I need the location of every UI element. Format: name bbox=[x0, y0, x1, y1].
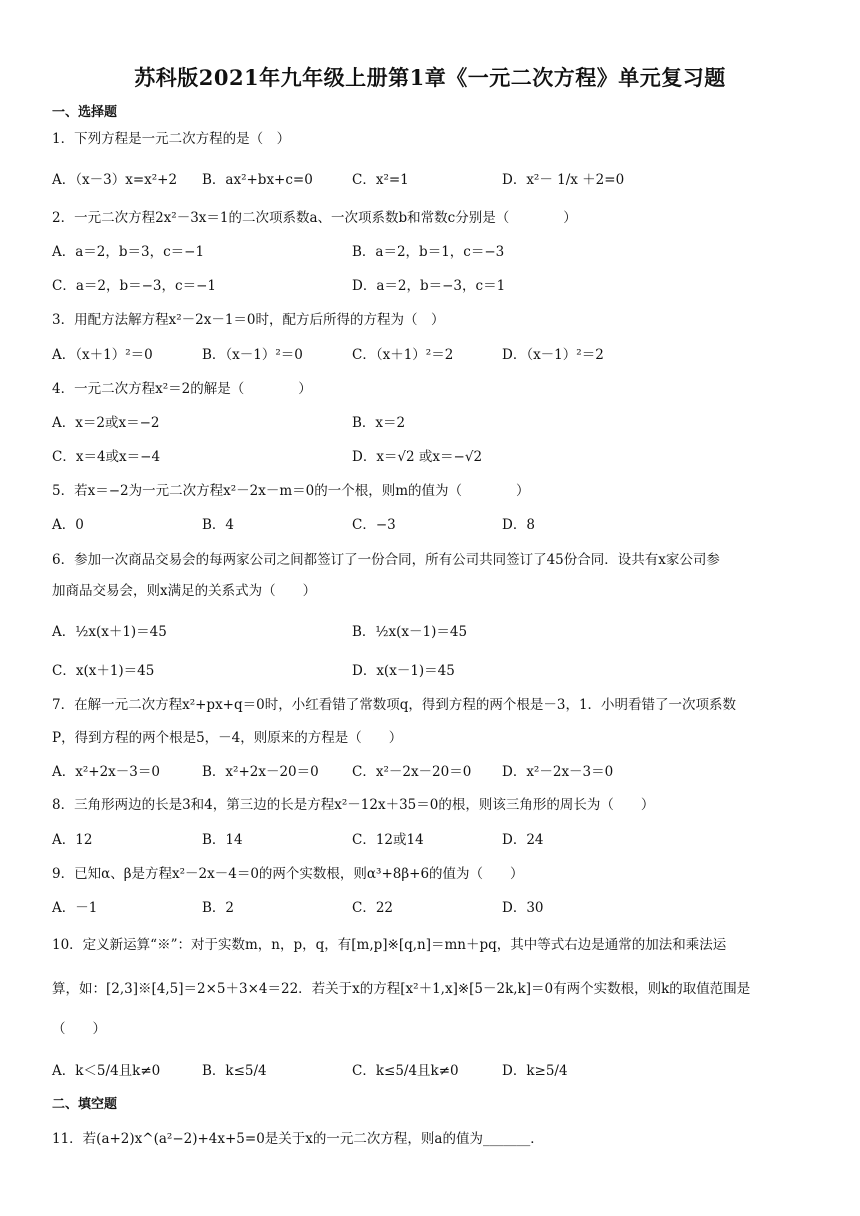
q6-option-c: C．x(x＋1)＝45 bbox=[52, 663, 155, 679]
section-fill: 二、填空题 bbox=[52, 1097, 118, 1112]
q5-option-c: C．−3 bbox=[352, 517, 396, 533]
section-choice: 一、选择题 bbox=[52, 105, 118, 120]
q9-option-d: D．30 bbox=[502, 900, 544, 916]
q5-option-d: D．8 bbox=[502, 517, 535, 533]
q4-option-a: A．x＝2或x＝−2 bbox=[52, 415, 160, 431]
q9-option-c: C．22 bbox=[352, 900, 394, 916]
q3-stem: 3．用配方法解方程x²－2x－1＝0时，配方后所得的方程为（ ） bbox=[52, 312, 445, 328]
q10-stem: 10．定义新运算“※”：对于实数m，n，p，q，有[m,p]※[q,n]＝mn＋pq，其中等式右边是通常的加法和乘法运 bbox=[52, 937, 727, 953]
q8-option-d: D．24 bbox=[502, 832, 544, 848]
q2-option-a: A．a＝2，b＝3，c＝−1 bbox=[52, 244, 205, 260]
q2-option-d: D．a＝2，b＝−3，c＝1 bbox=[352, 278, 506, 294]
q1-stem: 1．下列方程是一元二次方程的是（ ） bbox=[52, 131, 291, 147]
q6-option-b: B．½x(x－1)＝45 bbox=[352, 624, 468, 640]
q4-option-c: C．x＝4或x＝−4 bbox=[52, 449, 161, 465]
q7-option-a: A．x²+2x－3＝0 bbox=[52, 764, 160, 780]
q4-stem: 4．一元二次方程x²＝2的解是（ ） bbox=[52, 381, 312, 397]
q10-option-b: B．k≤5/4 bbox=[202, 1063, 267, 1079]
q5-stem: 5．若x＝−2为一元二次方程x²－2x－m＝0的一个根，则m的值为（ ） bbox=[52, 483, 530, 499]
q7-stem-cont: P，得到方程的两个根是5，－4，则原来的方程是（ ） bbox=[52, 730, 403, 746]
q10-option-c: C．k≤5/4且k≠0 bbox=[352, 1063, 459, 1079]
q7-option-c: C．x²－2x－20＝0 bbox=[352, 764, 472, 780]
q9-option-b: B．2 bbox=[202, 900, 235, 916]
q10-stem-paren: （ ） bbox=[52, 1021, 106, 1037]
q8-option-b: B．14 bbox=[202, 832, 243, 848]
q6-stem: 6．参加一次商品交易会的每两家公司之间都签订了一份合同，所有公司共同签订了45份合同．设共有x家公司参 bbox=[52, 552, 720, 568]
q7-option-b: B．x²+2x－20＝0 bbox=[202, 764, 319, 780]
q3-option-b: B．（x－1）²＝0 bbox=[202, 347, 303, 363]
q4-option-d: D．x＝√2 或x＝−√2 bbox=[352, 449, 483, 465]
q2-option-b: B．a＝2，b＝1，c＝−3 bbox=[352, 244, 505, 260]
q5-option-a: A．0 bbox=[52, 517, 84, 533]
q8-option-a: A．12 bbox=[52, 832, 93, 848]
q10-stem-cont: 算，如：[2,3]※[4,5]＝2×5＋3×4＝22．若关于x的方程[x²＋1,x]※[5－2k,k]＝0有两个实数根，则k的取值范围是 bbox=[52, 981, 751, 997]
q1-option-d: D．x²－ 1/x ＋2=0 bbox=[502, 172, 625, 188]
q3-option-a: A．（x＋1）²＝0 bbox=[52, 347, 153, 363]
q1-option-a: A．（x－3）x=x²+2 bbox=[52, 172, 178, 188]
q8-stem: 8．三角形两边的长是3和4，第三边的长是方程x²－12x＋35＝0的根，则该三角形的周长为（ ） bbox=[52, 797, 655, 813]
q10-option-a: A．k＜5/4且k≠0 bbox=[52, 1063, 161, 1079]
q3-option-d: D．（x－1）²＝2 bbox=[502, 347, 604, 363]
q4-option-b: B．x＝2 bbox=[352, 415, 406, 431]
q6-option-d: D．x(x－1)＝45 bbox=[352, 663, 455, 679]
q7-option-d: D．x²－2x－3＝0 bbox=[502, 764, 614, 780]
q6-stem-cont: 加商品交易会，则x满足的关系式为（ ） bbox=[52, 583, 317, 599]
q9-stem: 9．已知α、β是方程x²－2x－4＝0的两个实数根，则α³+8β+6的值为（ ） bbox=[52, 866, 524, 882]
q3-option-c: C．（x＋1）²＝2 bbox=[352, 347, 454, 363]
q2-option-c: C．a＝2，b＝−3，c＝−1 bbox=[52, 278, 216, 294]
q11-stem: 11．若(a+2)x^(a²−2)+4x+5=0是关于x的一元二次方程，则a的值为_______． bbox=[52, 1131, 544, 1147]
q7-stem: 7．在解一元二次方程x²+px+q＝0时，小红看错了常数项q，得到方程的两个根是－3，1．小明看错了一次项系数 bbox=[52, 697, 737, 713]
q1-option-c: C．x²=1 bbox=[352, 172, 409, 188]
q9-option-a: A．－1 bbox=[52, 900, 98, 916]
q6-option-a: A．½x(x＋1)＝45 bbox=[52, 624, 167, 640]
q2-stem: 2．一元二次方程2x²－3x＝1的二次项系数a、一次项系数b和常数c分别是（ ） bbox=[52, 210, 577, 226]
q8-option-c: C．12或14 bbox=[352, 832, 424, 848]
q5-option-b: B．4 bbox=[202, 517, 235, 533]
page-title: 苏科版2021年九年级上册第1章《一元二次方程》单元复习题 bbox=[134, 65, 726, 90]
q10-option-d: D．k≥5/4 bbox=[502, 1063, 568, 1079]
q1-option-b: B．ax²+bx+c=0 bbox=[202, 172, 313, 188]
